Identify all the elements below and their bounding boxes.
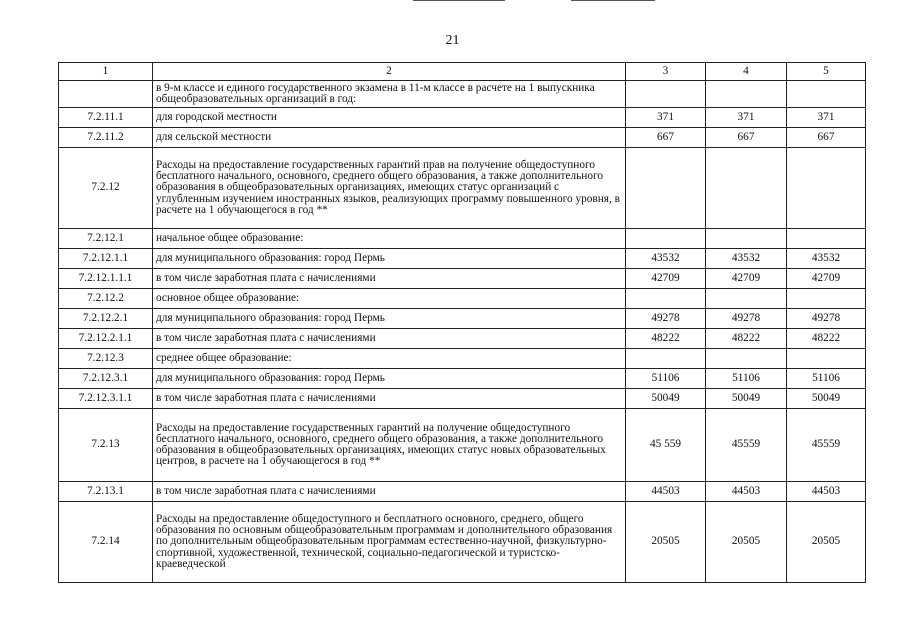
value-col3 (626, 229, 706, 249)
value-col5 (787, 229, 866, 249)
value-col4: 667 (706, 128, 787, 148)
top-rule-left (413, 0, 505, 1)
row-description: основное общее образование: (153, 289, 626, 309)
row-code: 7.2.12.3.1 (59, 369, 153, 389)
row-code: 7.2.12.3.1.1 (59, 389, 153, 409)
value-col4: 43532 (706, 249, 787, 269)
table-row (59, 502, 866, 583)
value-col4: 42709 (706, 269, 787, 289)
value-col3: 43532 (626, 249, 706, 269)
value-col4: 44503 (706, 482, 787, 502)
value-col4: 371 (706, 108, 787, 128)
row-code (59, 81, 153, 108)
row-description: Расходы на предоставление государственных гарантий прав на получение общедоступного бесплатного начального, основного, среднего общего образования, а также дополнительного образования в общеобразовательных организациях, имеющих статус организаций с углубленным изучением иностранных языков, реализующих программу повышенного уровня, в расчете на 1 обучающегося в год ** (153, 148, 626, 229)
table-row (59, 108, 866, 128)
row-description: для городской местности (153, 108, 626, 128)
row-code: 7.2.12.1.1.1 (59, 269, 153, 289)
row-code: 7.2.13 (59, 409, 153, 482)
value-col4: 45559 (706, 409, 787, 482)
value-col4 (706, 229, 787, 249)
row-code: 7.2.12.1.1 (59, 249, 153, 269)
top-rule-right (571, 0, 655, 1)
value-col4: 20505 (706, 502, 787, 583)
value-col5: 49278 (787, 309, 866, 329)
value-col4: 48222 (706, 329, 787, 349)
row-code: 7.2.12.3 (59, 349, 153, 369)
value-col5 (787, 289, 866, 309)
value-col5: 51106 (787, 369, 866, 389)
value-col4: 49278 (706, 309, 787, 329)
row-code: 7.2.12.1 (59, 229, 153, 249)
row-code: 7.2.12.2.1.1 (59, 329, 153, 349)
row-code: 7.2.12 (59, 148, 153, 229)
table-row (59, 389, 866, 409)
row-description: в том числе заработная плата с начислениями (153, 329, 626, 349)
value-col4 (706, 81, 787, 108)
value-col3 (626, 148, 706, 229)
page-number: 21 (445, 33, 460, 48)
value-col5 (787, 148, 866, 229)
table-row (59, 289, 866, 309)
table-row (59, 128, 866, 148)
row-code: 7.2.14 (59, 502, 153, 583)
value-col5: 42709 (787, 269, 866, 289)
row-description: в 9-м классе и единого государственного экзамена в 11-м классе в расчете на 1 выпускника общеобразовательных организаций в год: (153, 81, 626, 108)
value-col4 (706, 289, 787, 309)
row-description: в том числе заработная плата с начислениями (153, 482, 626, 502)
header-row (59, 63, 866, 81)
value-col3: 48222 (626, 329, 706, 349)
header-cell: 2 (153, 63, 626, 81)
row-code: 7.2.13.1 (59, 482, 153, 502)
value-col5: 50049 (787, 389, 866, 409)
value-col3: 20505 (626, 502, 706, 583)
value-col3: 44503 (626, 482, 706, 502)
value-col5: 667 (787, 128, 866, 148)
value-col5: 43532 (787, 249, 866, 269)
value-col5: 44503 (787, 482, 866, 502)
value-col4: 50049 (706, 389, 787, 409)
row-code: 7.2.12.2 (59, 289, 153, 309)
value-col5 (787, 349, 866, 369)
table-row (59, 369, 866, 389)
value-col4: 51106 (706, 369, 787, 389)
table-row (59, 309, 866, 329)
row-description: среднее общее образование: (153, 349, 626, 369)
table-row (59, 249, 866, 269)
table-row (59, 269, 866, 289)
value-col3: 371 (626, 108, 706, 128)
table-row (59, 409, 866, 482)
header-cell: 5 (787, 63, 866, 81)
row-description: Расходы на предоставление общедоступного и бесплатного основного, среднего, общего образования по основным общеобразовательным программам и дополнительного образования по дополнительным общеобразовательным программам естественно-научной, физкультурно-спортивной, художественной, технической, социально-педагогической и туристско-краеведческой (153, 502, 626, 583)
row-code: 7.2.11.2 (59, 128, 153, 148)
value-col5: 20505 (787, 502, 866, 583)
value-col5: 371 (787, 108, 866, 128)
row-description: в том числе заработная плата с начислениями (153, 389, 626, 409)
value-col3: 50049 (626, 389, 706, 409)
header-cell: 4 (706, 63, 787, 81)
row-description: для муниципального образования: город Пермь (153, 249, 626, 269)
table-row (59, 482, 866, 502)
row-code: 7.2.12.2.1 (59, 309, 153, 329)
value-col3: 49278 (626, 309, 706, 329)
table-row (59, 81, 866, 108)
header-cell: 1 (59, 63, 153, 81)
value-col5 (787, 81, 866, 108)
row-description: начальное общее образование: (153, 229, 626, 249)
value-col5: 45559 (787, 409, 866, 482)
value-col3 (626, 349, 706, 369)
table-row (59, 229, 866, 249)
row-description: для муниципального образования: город Пермь (153, 369, 626, 389)
value-col3: 51106 (626, 369, 706, 389)
value-col4 (706, 349, 787, 369)
table-row (59, 148, 866, 229)
value-col3: 42709 (626, 269, 706, 289)
norms-table (58, 62, 866, 583)
table-row (59, 329, 866, 349)
value-col3 (626, 289, 706, 309)
value-col4 (706, 148, 787, 229)
row-code: 7.2.11.1 (59, 108, 153, 128)
row-description: для муниципального образования: город Пермь (153, 309, 626, 329)
value-col3: 667 (626, 128, 706, 148)
row-description: в том числе заработная плата с начислениями (153, 269, 626, 289)
row-description: для сельской местности (153, 128, 626, 148)
value-col5: 48222 (787, 329, 866, 349)
value-col3 (626, 81, 706, 108)
row-description: Расходы на предоставление государственных гарантий на получение общедоступного бесплатного начального, основного, среднего общего образования, а также дополнительного образования в общеобразовательных организациях, имеющих статус новых образовательных центров, в расчете на 1 обучающегося в год ** (153, 409, 626, 482)
table-row (59, 349, 866, 369)
header-cell: 3 (626, 63, 706, 81)
value-col3: 45 559 (626, 409, 706, 482)
